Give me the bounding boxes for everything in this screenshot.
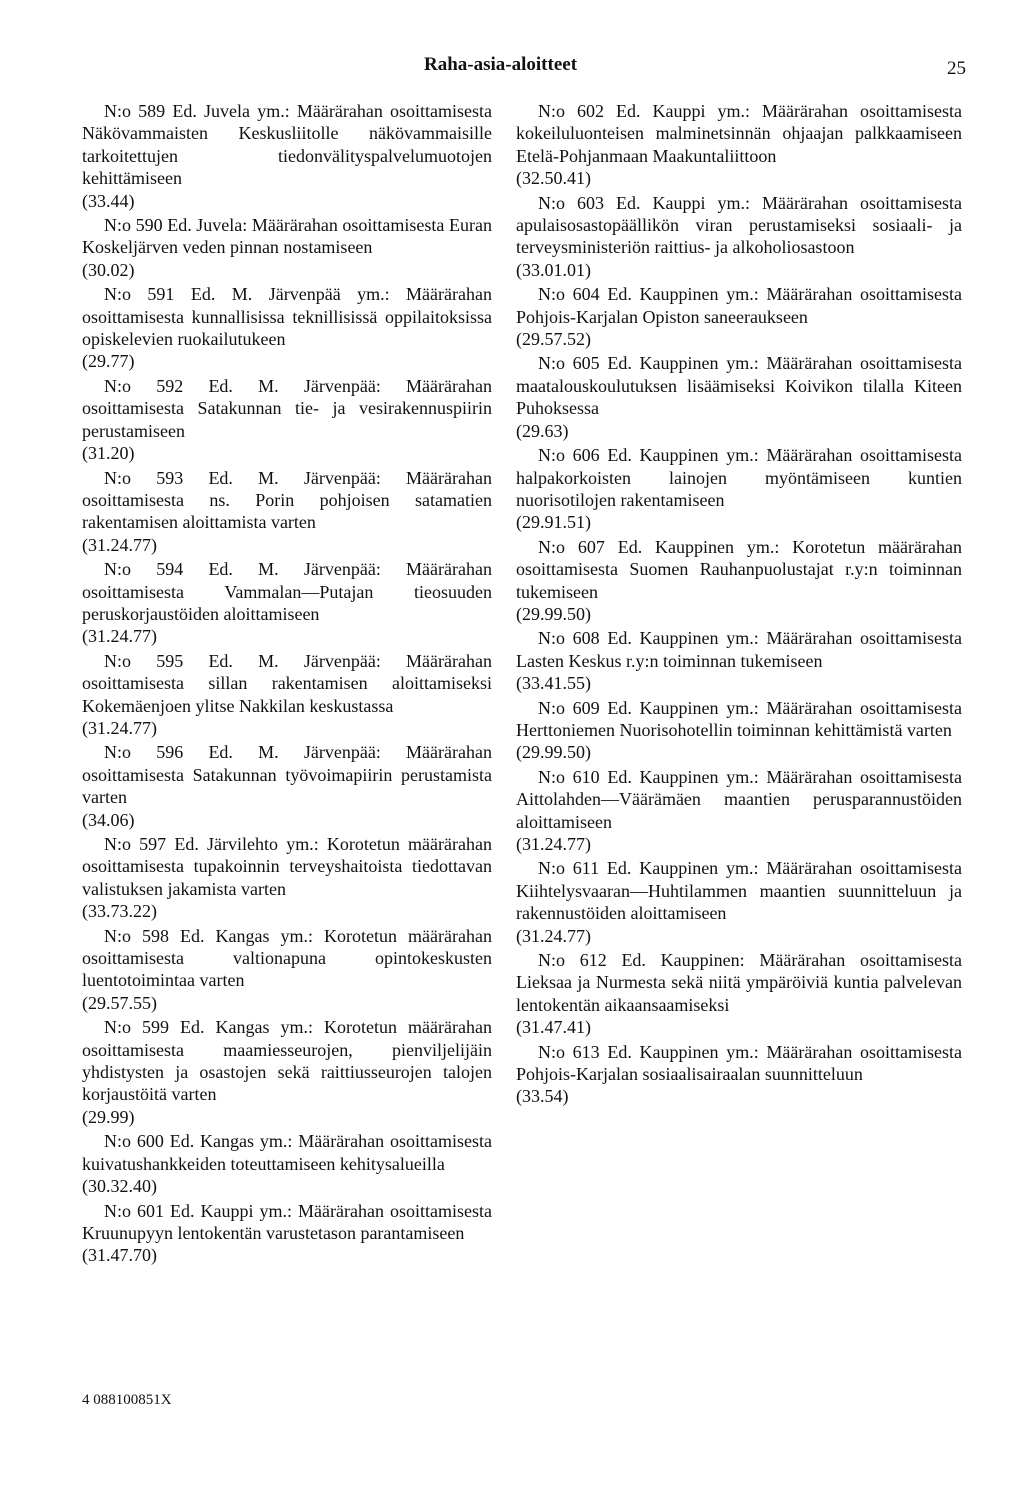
- motion-text: N:o 599 Ed. Kangas ym.: Korotetun määrärahan osoittamisesta maamiesseurojen, pienviljelijäin yhdistysten ja osastojen sekä raittiusseurojen talojen korjaustöitä varten: [82, 1017, 492, 1105]
- motion-entry: [516, 766, 962, 856]
- motion-text: N:o 600 Ed. Kangas ym.: Määrärahan osoittamisesta kuivatushankkeiden toteuttamiseen kehitysalueilla: [82, 1131, 492, 1174]
- motion-text: N:o 604 Ed. Kauppinen ym.: Määrärahan osoittamisesta Pohjois-Karjalan Opiston saneeraukseen: [516, 284, 962, 327]
- budget-code: (34.06): [82, 809, 135, 830]
- motion-text: N:o 610 Ed. Kauppinen ym.: Määrärahan osoittamisesta Aittolahden—Väärämäen maantien perusparannustöiden aloittamiseen: [516, 766, 962, 832]
- budget-code: (29.99.50): [516, 603, 591, 624]
- motion-entry: [82, 100, 492, 212]
- motion-text: N:o 597 Ed. Järvilehto ym.: Korotetun määrärahan osoittamisesta tupakoinnin terveyshaitoista tiedottavan valistuksen jakamista varten: [82, 834, 492, 899]
- budget-code: (33.54): [516, 1086, 569, 1107]
- motion-text: N:o 612 Ed. Kauppinen: Määrärahan osoittamisesta Lieksaa ja Nurmesta sekä niitä ympäröiviä kuntia palvelevan lentokentän aikaansaamiseksi: [516, 950, 962, 1015]
- motion-entry: [516, 100, 962, 190]
- budget-code: (29.63): [516, 420, 569, 441]
- motion-text: N:o 593 Ed. M. Järvenpää: Määrärahan osoittamisesta ns. Porin pohjoisen satamatien rakentamisen aloittamista varten: [82, 467, 492, 533]
- motion-text: N:o 603 Ed. Kauppi ym.: Määrärahan osoittamisesta apulaisosastopäällikön viran perustamiseksi sosiaali- ja terveysministeriön raittius- ja alkoholiosastoon: [516, 192, 962, 258]
- motion-entry: [82, 1130, 492, 1197]
- budget-code: (29.57.52): [516, 329, 591, 350]
- budget-code: (29.99): [82, 1106, 135, 1127]
- budget-code: (31.24.77): [516, 925, 591, 946]
- budget-code: (30.32.40): [82, 1176, 157, 1197]
- budget-code: (31.47.41): [516, 1017, 591, 1038]
- budget-code: (29.91.51): [516, 512, 591, 533]
- motion-text: N:o 595 Ed. M. Järvenpää: Määrärahan osoittamisesta sillan rakentamisen aloittamiseksi Kokemäenjoen ylitse Nakkilan keskustassa: [82, 650, 492, 716]
- motion-text: N:o 591 Ed. M. Järvenpää ym.: Määrärahan osoittamisesta kunnallisissa teknillisissä oppilaitoksissa opiskelevien ruokailutukeen: [82, 284, 492, 350]
- motion-text: N:o 596 Ed. M. Järvenpää: Määrärahan osoittamisesta Satakunnan työvoimapiirin perustamista varten: [82, 742, 492, 808]
- motion-entry: [82, 467, 492, 557]
- motion-text: N:o 592 Ed. M. Järvenpää: Määrärahan osoittamisesta Satakunnan tie- ja vesirakennuspiirin perustamiseen: [82, 375, 492, 441]
- motion-entry: [516, 627, 962, 694]
- motion-entry: [516, 697, 962, 764]
- budget-code: (30.02): [82, 259, 135, 280]
- motion-text: N:o 609 Ed. Kauppinen ym.: Määrärahan osoittamisesta Herttoniemen Nuorisohotellin toiminnan kehittämistä varten: [516, 697, 962, 740]
- budget-code: (32.50.41): [516, 168, 591, 189]
- motion-entry: [516, 536, 962, 626]
- motion-entry: [516, 1041, 962, 1108]
- motion-entry: [516, 857, 962, 947]
- budget-code: (33.41.55): [516, 673, 591, 694]
- motion-text: N:o 594 Ed. M. Järvenpää: Määrärahan osoittamisesta Vammalan—Putajan tieosuuden peruskorjaustöiden aloittamiseen: [82, 559, 492, 624]
- motion-entry: [82, 1200, 492, 1267]
- budget-code: (31.20): [82, 443, 135, 464]
- budget-code: (31.24.77): [516, 834, 591, 854]
- motion-entry: [516, 949, 962, 1039]
- motion-text: N:o 602 Ed. Kauppi ym.: Määrärahan osoittamisesta kokeiluluonteisen malminetsinnän ohjaajan palkkaamiseen Etelä-Pohjanmaan Maakuntaliittoon: [516, 101, 962, 166]
- motion-entry: [82, 833, 492, 923]
- budget-code: (29.57.55): [82, 992, 157, 1013]
- motion-text: N:o 606 Ed. Kauppinen ym.: Määrärahan osoittamisesta halpakorkoisten lainojen myöntämiseen kuntien nuorisotilojen rakentamiseen: [516, 445, 962, 510]
- motion-text: N:o 611 Ed. Kauppinen ym.: Määrärahan osoittamisesta Kiihtelysvaaran—Huhtilammen maantien suunnitteluun ja rakennustöiden aloittamiseen: [516, 858, 962, 924]
- budget-code: (31.24.77): [82, 626, 157, 647]
- page-title: Raha-asia-aloitteet: [424, 54, 578, 75]
- motion-entry: [82, 925, 492, 1015]
- budget-code: (33.44): [82, 190, 135, 211]
- motion-entry: [82, 214, 492, 281]
- left-column: [82, 100, 492, 1269]
- budget-code: (31.24.77): [82, 717, 157, 738]
- motion-entry: [82, 650, 492, 740]
- motion-text: N:o 601 Ed. Kauppi ym.: Määrärahan osoittamisesta Kruunupyyn lentokentän varustetason parantamiseen: [82, 1200, 492, 1243]
- motion-entry: [82, 1016, 492, 1128]
- budget-code: (31.47.70): [82, 1245, 157, 1266]
- motion-entry: [82, 283, 492, 373]
- motion-entry: [516, 192, 962, 282]
- motion-entry: [82, 375, 492, 465]
- motion-entry: [82, 558, 492, 648]
- budget-code: (29.77): [82, 351, 135, 372]
- motion-text: N:o 598 Ed. Kangas ym.: Korotetun määrärahan osoittamisesta valtionapuna opintokeskusten luentotoimintaa varten: [82, 925, 492, 991]
- motion-entry: [516, 283, 962, 350]
- budget-code: (31.24.77): [82, 534, 157, 555]
- page-number: 25: [947, 58, 966, 79]
- motion-entry: [516, 444, 962, 534]
- motion-text: N:o 589 Ed. Juvela ym.: Määrärahan osoittamisesta Näkövammaisten Keskusliitolle näkövammaisille tarkoitettujen tiedonvälityspalvelumuotojen kehittämiseen: [82, 101, 492, 189]
- footer-code: 4 088100851X: [82, 1392, 172, 1408]
- page-header: [0, 48, 1024, 82]
- budget-code: (29.99.50): [516, 742, 591, 763]
- motion-entry: [516, 352, 962, 442]
- motion-entry: [82, 741, 492, 831]
- budget-code: (33.73.22): [82, 901, 157, 922]
- motion-text: N:o 605 Ed. Kauppinen ym.: Määrärahan osoittamisesta maatalouskoulutuksen lisäämiseksi Koivikon tilalla Kiteen Puhoksessa: [516, 353, 962, 419]
- motion-text: N:o 613 Ed. Kauppinen ym.: Määrärahan osoittamisesta Pohjois-Karjalan sosiaalisairaalan suunnitteluun: [516, 1041, 962, 1085]
- budget-code: (33.01.01): [516, 259, 591, 280]
- motion-text: N:o 607 Ed. Kauppinen ym.: Korotetun määrärahan osoittamisesta Suomen Rauhanpuolustajat r.y:n toiminnan tukemiseen: [516, 536, 962, 602]
- motion-text: N:o 608 Ed. Kauppinen ym.: Määrärahan osoittamisesta Lasten Keskus r.y:n toiminnan tukemiseen: [516, 628, 962, 671]
- right-column: [516, 100, 962, 1110]
- motion-text: N:o 590 Ed. Juvela: Määrärahan osoittamisesta Euran Koskeljärven veden pinnan nostamiseen: [82, 215, 492, 258]
